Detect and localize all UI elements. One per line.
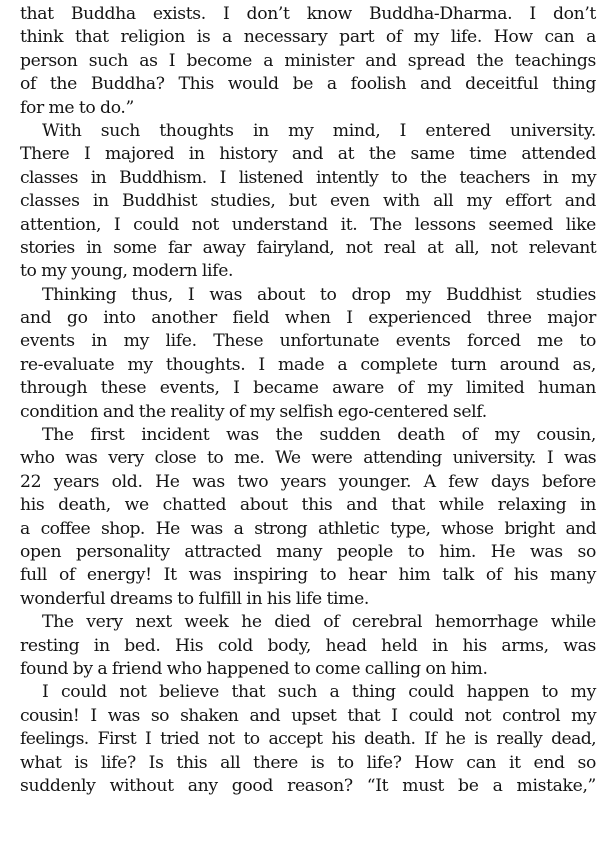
text-line: There I majored in history and at the same time attended	[20, 144, 596, 165]
text-line: events in my life. These unfortunate events forced me to	[20, 331, 596, 352]
text-line: stories in some far away fairyland, not real at all, not relevant	[20, 237, 596, 258]
paragraph-1	[20, 3, 596, 120]
text-line: re-evaluate my thoughts. I made a complete turn around as,	[20, 354, 596, 375]
text-line: wonderful dreams to fulfill in his life time.	[20, 588, 370, 609]
paragraph-5	[20, 611, 596, 681]
text-line: resting in bed. His cold body, head held in his arms, was	[20, 635, 596, 656]
paragraph-2	[20, 120, 596, 284]
text-line: person such as I become a minister and spread the teachings	[20, 50, 596, 71]
paragraph-4	[20, 424, 596, 611]
text-line: a coffee shop. He was a strong athletic type, whose bright and	[20, 518, 596, 539]
text-line: for me to do.”	[20, 97, 134, 118]
text-line: I could not believe that such a thing could happen to my	[42, 682, 596, 703]
text-line: 22 years old. He was two years younger. A few days before	[20, 471, 596, 492]
text-line: The first incident was the sudden death of my cousin,	[42, 425, 596, 446]
text-line: and go into another field when I experienced three major	[20, 308, 596, 329]
paragraph-3	[20, 284, 596, 424]
text-line: cousin! I was so shaken and upset that I could not control my	[20, 705, 596, 726]
text-line: condition and the reality of my selfish ego-centered self.	[20, 401, 487, 422]
text-line: Thinking thus, I was about to drop my Buddhist studies	[42, 284, 596, 305]
text-line: suddenly without any good reason? “It must be a mistake,”	[20, 775, 596, 796]
text-line: open personality attracted many people to him. He was so	[20, 541, 596, 562]
text-line: that Buddha exists. I don’t know Buddha-Dharma. I don’t	[20, 4, 596, 24]
paragraph-6	[20, 681, 596, 798]
text-line: The very next week he died of cerebral hemorrhage while	[42, 612, 596, 633]
text-line: feelings. First I tried not to accept his death. If he is really dead,	[20, 729, 596, 750]
text-line: full of energy! It was inspiring to hear him talk of his many	[20, 565, 596, 586]
text-line: through these events, I became aware of my limited human	[20, 378, 596, 399]
text-line: of the Buddha? This would be a foolish and deceitful thing	[20, 74, 596, 95]
text-line: to my young, modern life.	[20, 261, 234, 282]
text-line: his death, we chatted about this and that while relaxing in	[20, 495, 596, 516]
text-line: who was very close to me. We were attending university. I was	[20, 448, 596, 469]
text-line: what is life? Is this all there is to life? How can it end so	[20, 752, 596, 773]
text-line: classes in Buddhism. I listened intently to the teachers in my	[20, 167, 596, 188]
text-line: classes in Buddhist studies, but even with all my effort and	[20, 191, 596, 212]
text-line: With such thoughts in my mind, I entered university.	[42, 120, 596, 141]
text-line: attention, I could not understand it. The lessons seemed like	[20, 214, 596, 235]
text-line: found by a friend who happened to come calling on him.	[20, 658, 488, 679]
text-line: think that religion is a necessary part of my life. How can a	[20, 27, 596, 48]
